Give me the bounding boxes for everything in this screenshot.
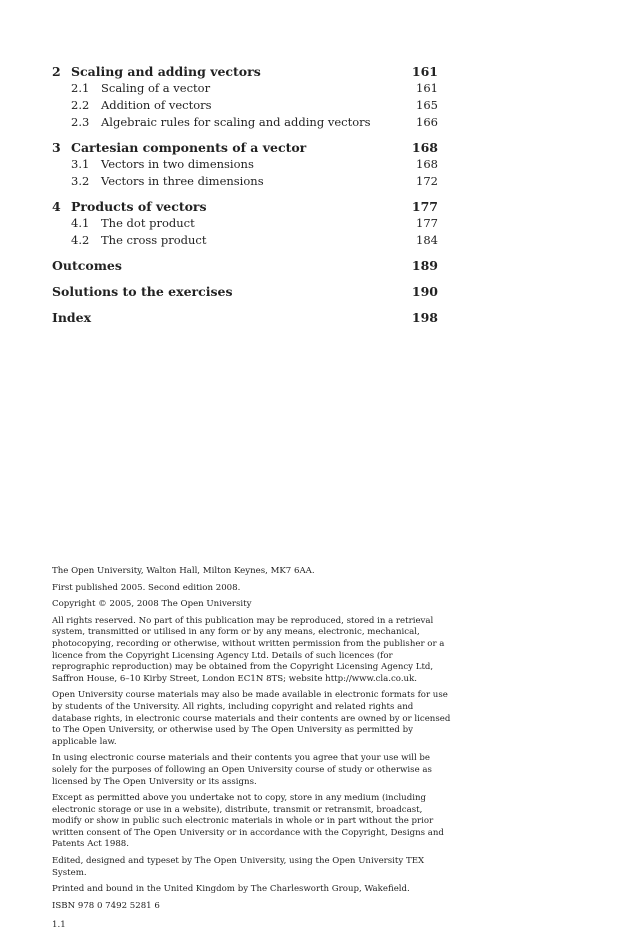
matter-title: Index bbox=[52, 310, 92, 325]
toc-index[interactable] bbox=[52, 310, 438, 328]
toc-section-3-1[interactable] bbox=[52, 157, 438, 174]
section-page: 184 bbox=[416, 233, 438, 247]
toc-solutions[interactable] bbox=[52, 284, 438, 302]
section-page: 161 bbox=[416, 81, 438, 95]
chapter-page: 168 bbox=[411, 140, 438, 155]
section-number: 4.2 bbox=[71, 233, 90, 247]
copyright-page bbox=[52, 566, 452, 937]
matter-page: 190 bbox=[411, 284, 438, 299]
toc-chapter-3[interactable] bbox=[52, 140, 438, 157]
toc-chapter-4[interactable] bbox=[52, 199, 438, 216]
toc-section-4-2[interactable] bbox=[52, 233, 438, 250]
publication-history: First published 2005. Second edition 2008. bbox=[52, 582, 241, 593]
table-of-contents bbox=[52, 64, 438, 328]
chapter-title: Products of vectors bbox=[71, 199, 207, 214]
typeset-statement: Edited, designed and typeset by The Open University, using the Open University TEX System. bbox=[52, 856, 425, 878]
section-number: 2.3 bbox=[71, 115, 90, 129]
chapter-number: 3 bbox=[52, 140, 61, 155]
section-page: 172 bbox=[416, 174, 438, 188]
isbn: ISBN 978 0 7492 5281 6 bbox=[52, 900, 160, 911]
section-page: 165 bbox=[416, 98, 438, 112]
chapter-title: Cartesian components of a vector bbox=[71, 140, 307, 155]
matter-page: 189 bbox=[411, 258, 438, 273]
toc-section-2-2[interactable] bbox=[52, 98, 438, 115]
toc-section-2-3[interactable] bbox=[52, 115, 438, 132]
section-number: 2.2 bbox=[71, 98, 90, 112]
chapter-title: Scaling and adding vectors bbox=[71, 64, 261, 79]
matter-page: 198 bbox=[411, 310, 438, 325]
toc-outcomes[interactable] bbox=[52, 258, 438, 276]
section-title: The cross product bbox=[101, 233, 207, 247]
rights-statement: All rights reserved. No part of this publication may be reproduced, stored in a retrieval system, transmitted or utilised in any form or by any means, electronic, mechanical, photocopying, recording or otherwise, without written permission from the publisher or a licence from the Copyright Licensing Agency Ltd. Details of such licences (for reprographic reproduction) may be obtained from the Copyright Licensing Agency Ltd, Saffron House, 6–10 Kirby Street, London EC1N 8TS; website http://www.cla.co.uk. bbox=[52, 615, 445, 684]
section-number: 3.2 bbox=[71, 174, 90, 188]
section-title: Vectors in three dimensions bbox=[101, 174, 264, 188]
matter-title: Outcomes bbox=[52, 258, 122, 273]
chapter-page: 161 bbox=[411, 64, 438, 79]
section-title: Algebraic rules for scaling and adding vectors bbox=[101, 115, 371, 129]
publisher-address: The Open University, Walton Hall, Milton Keynes, MK7 6AA. bbox=[52, 566, 315, 576]
matter-title: Solutions to the exercises bbox=[52, 284, 233, 299]
edition-number: 1.1 bbox=[52, 920, 66, 931]
section-number: 3.1 bbox=[71, 157, 90, 171]
toc-section-4-1[interactable] bbox=[52, 216, 438, 233]
section-page: 168 bbox=[416, 157, 438, 171]
section-page: 166 bbox=[416, 115, 438, 129]
printer-statement: Printed and bound in the United Kingdom by The Charlesworth Group, Wakefield. bbox=[52, 884, 410, 895]
section-page: 177 bbox=[416, 216, 438, 230]
section-number: 2.1 bbox=[71, 81, 90, 95]
copyright-notice: Copyright © 2005, 2008 The Open University bbox=[52, 599, 252, 610]
chapter-number: 2 bbox=[52, 64, 61, 79]
section-title: Vectors in two dimensions bbox=[101, 157, 254, 171]
toc-section-2-1[interactable] bbox=[52, 81, 438, 98]
section-title: The dot product bbox=[101, 216, 195, 230]
section-number: 4.1 bbox=[71, 216, 90, 230]
toc-chapter-2[interactable] bbox=[52, 64, 438, 81]
usage-statement: In using electronic course materials and their contents you agree that your use will be solely for the purposes of following an Open University course of study or otherwise as licensed by The Open University or its assigns. bbox=[52, 753, 432, 787]
restrictions-statement: Except as permitted above you undertake not to copy, store in any medium (including electronic storage or use in a website), distribute, transmit or retransmit, broadcast, modify or show in public such electronic materials in whole or in part without the prior written consent of The Open University or in accordance with the Copyright, Designs and Patents Act 1988. bbox=[52, 793, 444, 850]
section-title: Scaling of a vector bbox=[101, 81, 211, 95]
chapter-number: 4 bbox=[52, 199, 61, 214]
electronic-materials-statement: Open University course materials may also be made available in electronic formats for use by students of the University. All rights, including copyright and related rights and database rights, in electronic course materials and their contents are owned by or licensed to The Open University, or otherwise used by The Open University as permitted by applicable law. bbox=[52, 690, 451, 747]
toc-section-3-2[interactable] bbox=[52, 174, 438, 191]
section-title: Addition of vectors bbox=[101, 98, 212, 112]
chapter-page: 177 bbox=[411, 199, 438, 214]
